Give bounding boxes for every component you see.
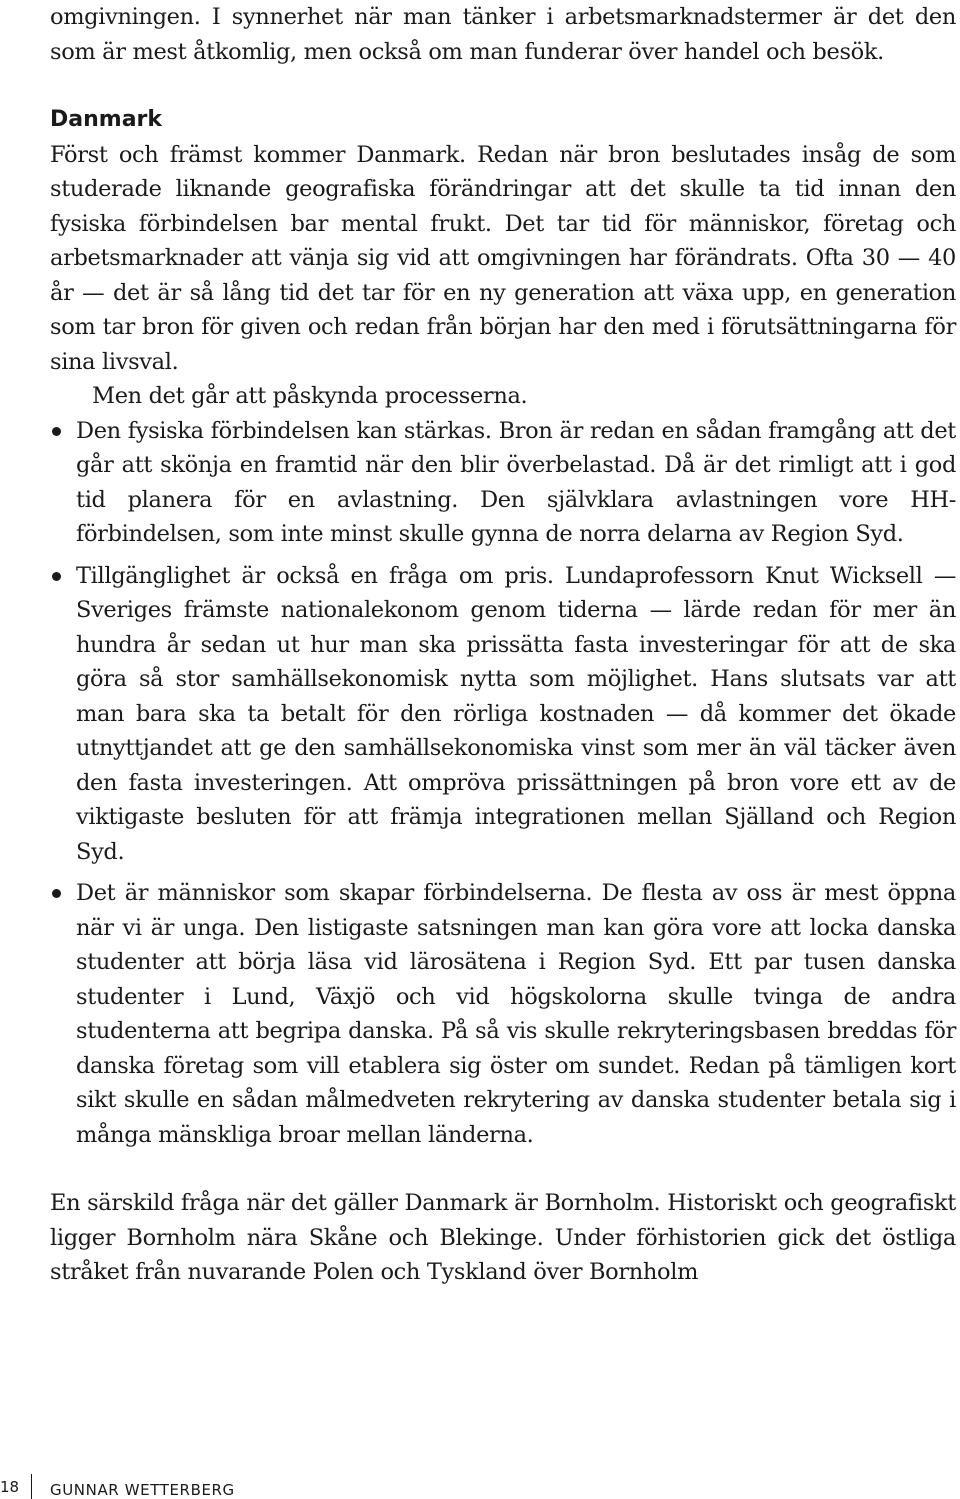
bullet-icon bbox=[52, 427, 61, 436]
bullet-text: Det är människor som skapar förbindelserna. De flesta av oss är mest öppna när vi är unga. Den listigaste satsningen man kan göra vore att locka danska studenter att börja läsa vid lärosätena i Region Syd. Ett par tusen danska studenter i Lund, Växjö och vid högskolorna skulle tvinga de andra studenterna att begripa danska. På så vis skulle rekryteringsbasen breddas för danska företag som vill etablera sig öster om sundet. Redan på tämligen kort sikt skulle en sådan målmedveten rekrytering av danska studenter betala sig i många mänskliga broar mellan länderna. bbox=[76, 880, 956, 1148]
indented-sentence: Men det går att påskynda processerna. bbox=[92, 383, 528, 409]
list-item bbox=[50, 876, 956, 1152]
list-item bbox=[50, 559, 956, 870]
bullet-icon bbox=[52, 889, 61, 898]
list-item bbox=[50, 414, 956, 552]
bullet-icon bbox=[52, 572, 61, 581]
section-heading: Danmark bbox=[50, 107, 163, 132]
section-paragraph: Först och främst kommer Danmark. Redan när bron beslutades insåg de som studerade liknande geografiska förändringar att det skulle ta tid innan den fysiska förbindelsen bar mental frukt. Det tar tid för människor, företag och arbetsmarknader att vänja sig vid att omgivningen har förändrats. Ofta 30 — 40 år — det är så lång tid det tar för en ny generation att växa upp, en generation som tar bron för given och redan från början har den med i förutsättningarna för sina livsval. bbox=[50, 141, 956, 375]
closing-paragraph: En särskild fråga när det gäller Danmark är Bornholm. Historiskt och geografiskt ligger Bornholm nära Skåne och Blekinge. Under förhistorien gick det östliga stråket från nuvarande Polen och Tyskland över Bornholm bbox=[50, 1190, 956, 1285]
page-number: 18 bbox=[0, 1478, 20, 1496]
page-body bbox=[50, 0, 956, 1290]
bullet-list bbox=[50, 414, 956, 1153]
running-footer-author: GUNNAR WETTERBERG bbox=[50, 1481, 235, 1499]
bullet-text: Tillgänglighet är också en fråga om pris. Lundaprofessorn Knut Wicksell — Sveriges främste nationalekonom genom tiderna — lärde redan för mer än hundra år sedan ut hur man ska prissätta fasta investeringar för att de ska göra så stor samhällsekonomisk nytta som möjlighet. Hans slutsats var att man bara ska ta betalt för den rörliga kostnaden — då kommer det ökade utnyttjandet att ge den samhällsekonomiska vinst som mer än väl täcker även den fasta investeringen. Att ompröva prissättningen på bron vore ett av de viktigaste besluten för att främja integrationen mellan Själland och Region Syd. bbox=[76, 562, 956, 865]
footer-divider bbox=[31, 1474, 32, 1499]
intro-paragraph: omgivningen. I synnerhet när man tänker i arbetsmarknadstermer är det den som är mest åtkomlig, men också om man funderar över handel och besök. bbox=[50, 4, 956, 65]
bullet-text: Den fysiska förbindelsen kan stärkas. Bron är redan en sådan framgång att det går att skönja en framtid när den blir överbelastad. Då är det rimligt att i god tid planera för en avlastning. Den självklara avlastningen vore HH-förbindelsen, som inte minst skulle gynna de norra delarna av Region Syd. bbox=[76, 417, 956, 547]
page-footer bbox=[0, 1474, 960, 1499]
